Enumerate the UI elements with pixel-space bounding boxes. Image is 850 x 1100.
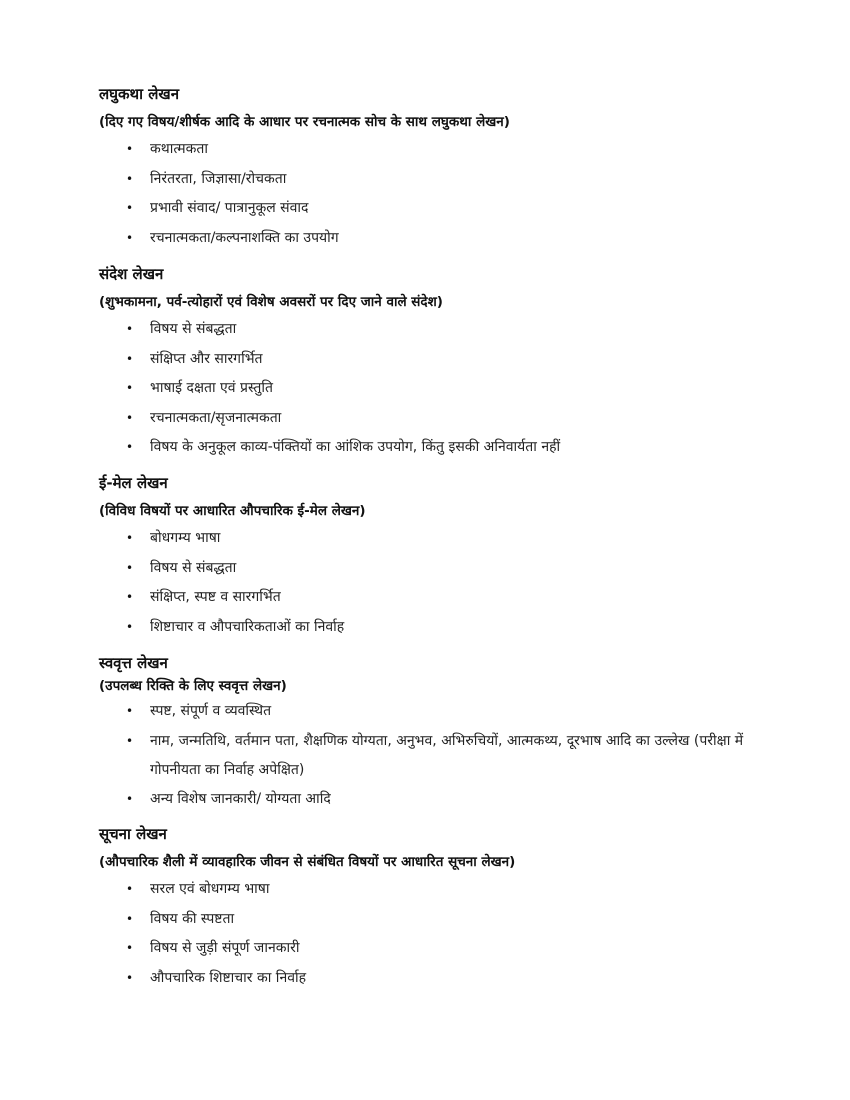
bullet-icon: • xyxy=(126,230,134,245)
list-item-text: बोधगम्य भाषा xyxy=(150,530,221,546)
bullet-icon: • xyxy=(126,531,134,545)
list-item xyxy=(99,964,779,994)
section-subtitle: (दिए गए विषय/शीर्षक आदि के आधार पर रचनात्मक सोच के साथ लघुकथा लेखन) xyxy=(99,114,510,130)
section-laghukatha-lekhan xyxy=(99,84,779,253)
bullet-icon: • xyxy=(126,941,134,955)
section-svavritt-lekhan xyxy=(99,653,779,814)
list-item-text: स्पष्ट, संपूर्ण व व्यवस्थित xyxy=(150,703,272,719)
list-item-text: प्रभावी संवाद/ पात्रानुकूल संवाद xyxy=(150,200,309,216)
list-item-text: रचनात्मकता/कल्पनाशक्ति का उपयोग xyxy=(150,229,339,246)
criteria-list xyxy=(99,524,779,642)
list-item xyxy=(99,224,779,254)
section-sandesh-lekhan xyxy=(99,264,779,463)
criteria-list xyxy=(99,135,779,253)
list-item xyxy=(99,785,779,815)
list-item-text: औपचारिक शिष्टाचार का निर्वाह xyxy=(150,969,307,986)
list-item-text: संक्षिप्त, स्पष्ट व सारगर्भित xyxy=(150,589,281,605)
list-item-text: संक्षिप्त और सारगर्भित xyxy=(150,350,263,367)
bullet-icon: • xyxy=(126,882,134,896)
list-item-text: निरंतरता, जिज्ञासा/रोचकता xyxy=(150,170,287,187)
list-item-text: विषय से जुड़ी संपूर्ण जानकारी xyxy=(150,940,300,956)
list-item xyxy=(99,583,779,613)
bullet-icon: • xyxy=(126,410,134,425)
bullet-icon: • xyxy=(126,619,134,634)
list-item-text: शिष्टाचार व औपचारिकताओं का निर्वाह xyxy=(150,618,345,635)
list-item xyxy=(99,875,779,905)
section-subtitle: (उपलब्ध रिक्ति के लिए स्ववृत्त लेखन) xyxy=(99,678,287,694)
bullet-icon: • xyxy=(126,440,134,454)
bullet-icon: • xyxy=(126,381,134,395)
list-item xyxy=(99,345,779,375)
list-item-text: कथात्मकता xyxy=(150,141,208,157)
criteria-list xyxy=(99,875,779,993)
list-item-text: विषय से संबद्धता xyxy=(150,559,237,576)
bullet-icon: • xyxy=(126,351,134,366)
criteria-list xyxy=(99,315,779,463)
list-item-text: सरल एवं बोधगम्य भाषा xyxy=(150,881,270,897)
list-item-text: अन्य विशेष जानकारी/ योग्यता आदि xyxy=(150,790,331,807)
list-item xyxy=(99,433,779,463)
section-title: संदेश लेखन xyxy=(99,265,164,283)
list-item-text: रचनात्मकता/सृजनात्मकता xyxy=(150,409,282,426)
list-item xyxy=(99,315,779,345)
list-item xyxy=(99,404,779,434)
bullet-icon: • xyxy=(126,171,134,186)
list-item xyxy=(99,194,779,224)
list-item-text: विषय से संबद्धता xyxy=(150,321,237,337)
list-item xyxy=(99,135,779,165)
list-item xyxy=(99,697,779,727)
section-subtitle: (विविध विषयों पर आधारित औपचारिक ई-मेल लेखन) xyxy=(99,503,366,519)
list-item xyxy=(99,613,779,643)
section-subtitle: (शुभकामना, पर्व-त्योहारों एवं विशेष अवसरों पर दिए जाने वाले संदेश) xyxy=(99,294,443,310)
bullet-icon: • xyxy=(126,560,134,575)
section-subtitle: (औपचारिक शैली में व्यावहारिक जीवन से संबंधित विषयों पर आधारित सूचना लेखन) xyxy=(99,854,516,870)
section-title: स्ववृत्त लेखन xyxy=(99,654,168,672)
list-item xyxy=(99,554,779,584)
bullet-icon: • xyxy=(126,322,134,336)
section-email-lekhan xyxy=(99,473,779,642)
bullet-icon: • xyxy=(126,970,134,985)
list-item xyxy=(99,727,779,785)
list-item-text: नाम, जन्मतिथि, वर्तमान पता, शैक्षणिक योग्यता, अनुभव, अभिरुचियों, आत्मकथ्य, दूरभाष आदि का उल्लेख (परीक्षा में गोपनीयता का निर्वाह अपेक्षित) xyxy=(150,732,744,778)
list-item-text: विषय के अनुकूल काव्य-पंक्तियों का आंशिक उपयोग, किंतु इसकी अनिवार्यता नहीं xyxy=(150,439,561,455)
section-title: लघुकथा लेखन xyxy=(99,85,180,103)
bullet-icon: • xyxy=(126,733,134,748)
list-item-text: विषय की स्पष्टता xyxy=(150,910,235,927)
bullet-icon: • xyxy=(126,911,134,926)
section-title: ई-मेल लेखन xyxy=(99,474,168,492)
list-item xyxy=(99,524,779,554)
section-title: सूचना लेखन xyxy=(99,825,167,843)
list-item-text: भाषाई दक्षता एवं प्रस्तुति xyxy=(150,380,274,396)
list-item xyxy=(99,165,779,195)
bullet-icon: • xyxy=(126,704,134,718)
bullet-icon: • xyxy=(126,201,134,215)
bullet-icon: • xyxy=(126,590,134,604)
bullet-icon: • xyxy=(126,142,134,156)
list-item xyxy=(99,934,779,964)
section-soochna-lekhan xyxy=(99,824,779,993)
list-item xyxy=(99,374,779,404)
bullet-icon: • xyxy=(126,791,134,806)
list-item xyxy=(99,905,779,935)
criteria-list xyxy=(99,697,779,814)
